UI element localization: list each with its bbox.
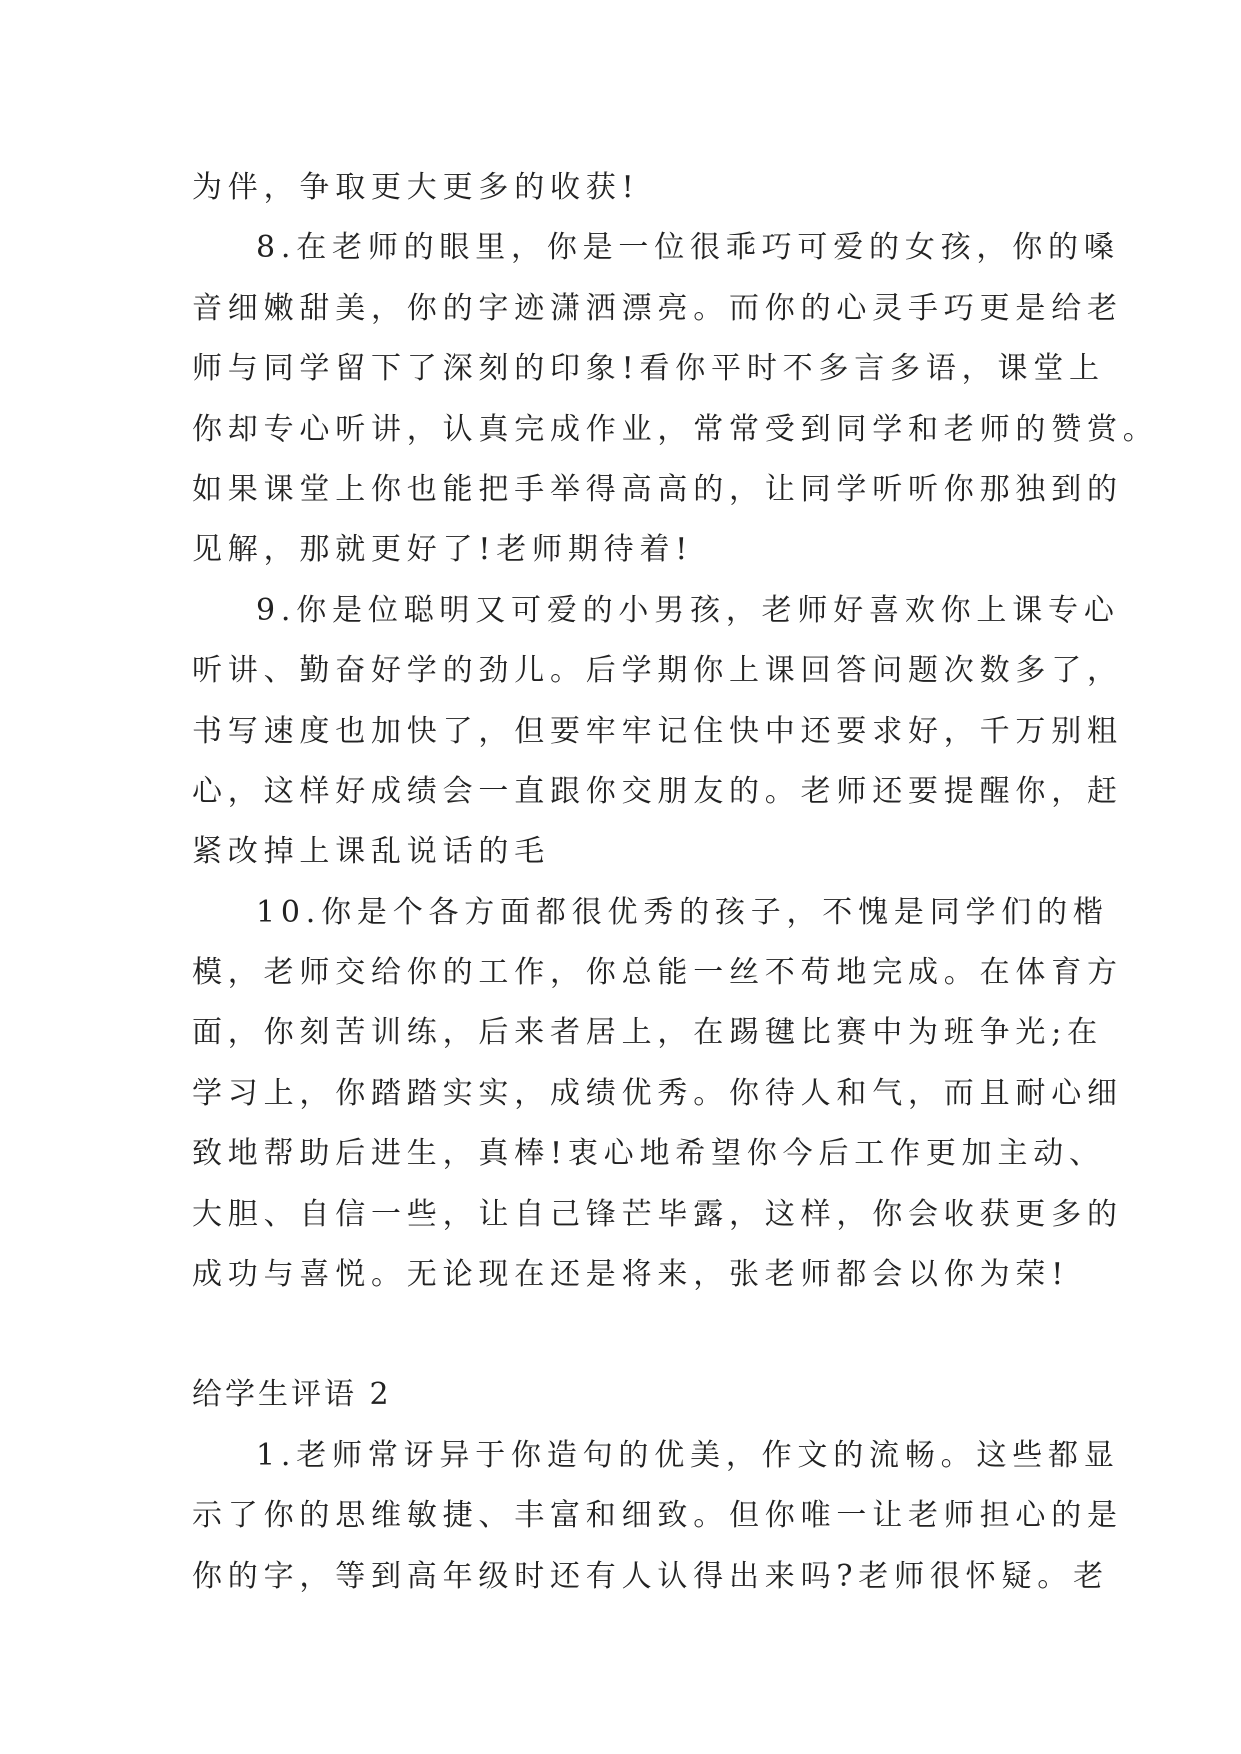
text-line: 见解，那就更好了!老师期待着! (192, 532, 694, 568)
document-page (192, 158, 1159, 1607)
comment-10-line: 10.你是个各方面都很优秀的孩子，不愧是同学们的楷 (256, 894, 1109, 930)
text-line: 模，老师交给你的工作，你总能一丝不苟地完成。在体育方 (192, 955, 1123, 991)
text-line: 心，这样好成绩会一直跟你交朋友的。老师还要提醒你，赶 (192, 773, 1123, 809)
comment-9-line: 9.你是位聪明又可爱的小男孩，老师好喜欢你上课专心 (256, 592, 1120, 628)
text-line: 为伴，争取更大更多的收获! (192, 170, 640, 205)
comment-1-line: 1.老师常讶异于你造句的优美，作文的流畅。这些都显 (256, 1437, 1120, 1473)
text-line: 师与同学留下了深刻的印象!看你平时不多言多语，课堂上 (192, 351, 1105, 387)
text-line: 学习上，你踏踏实实，成绩优秀。你待人和气，而且耐心细 (192, 1075, 1123, 1111)
text-line: 如果课堂上你也能把手举得高高的，让同学听听你那独到的 (192, 471, 1123, 507)
text-line: 你却专心听讲，认真完成作业，常常受到同学和老师的赞赏。 (192, 411, 1159, 447)
text-line: 紧改掉上课乱说话的毛 (192, 834, 550, 870)
text-line: 示了你的思维敏捷、丰富和细致。但你唯一让老师担心的是 (192, 1498, 1123, 1534)
text-line: 面，你刻苦训练，后来者居上，在踢毽比赛中为班争光;在 (192, 1015, 1103, 1051)
section-gap (192, 1305, 1058, 1365)
section-heading: 给学生评语 2 (192, 1377, 392, 1413)
comment-8-line: 8.在老师的眼里，你是一位很乖巧可爱的女孩，你的嗓 (256, 230, 1120, 266)
text-line: 书写速度也加快了，但要牢牢记住快中还要求好，千万别粗 (192, 713, 1123, 749)
text-line: 听讲、勤奋好学的劲儿。后学期你上课回答问题次数多了， (192, 653, 1123, 689)
text-line: 你的字，等到高年级时还有人认得出来吗?老师很怀疑。老 (192, 1558, 1109, 1594)
text-line: 成功与喜悦。无论现在还是将来，张老师都会以你为荣! (192, 1257, 1070, 1293)
text-line: 大胆、自信一些，让自己锋芒毕露，这样，你会收获更多的 (192, 1196, 1123, 1232)
text-line: 音细嫩甜美，你的字迹潇洒漂亮。而你的心灵手巧更是给老 (192, 290, 1123, 326)
text-line: 致地帮助后进生，真棒!衷心地希望你今后工作更加主动、 (192, 1136, 1105, 1172)
